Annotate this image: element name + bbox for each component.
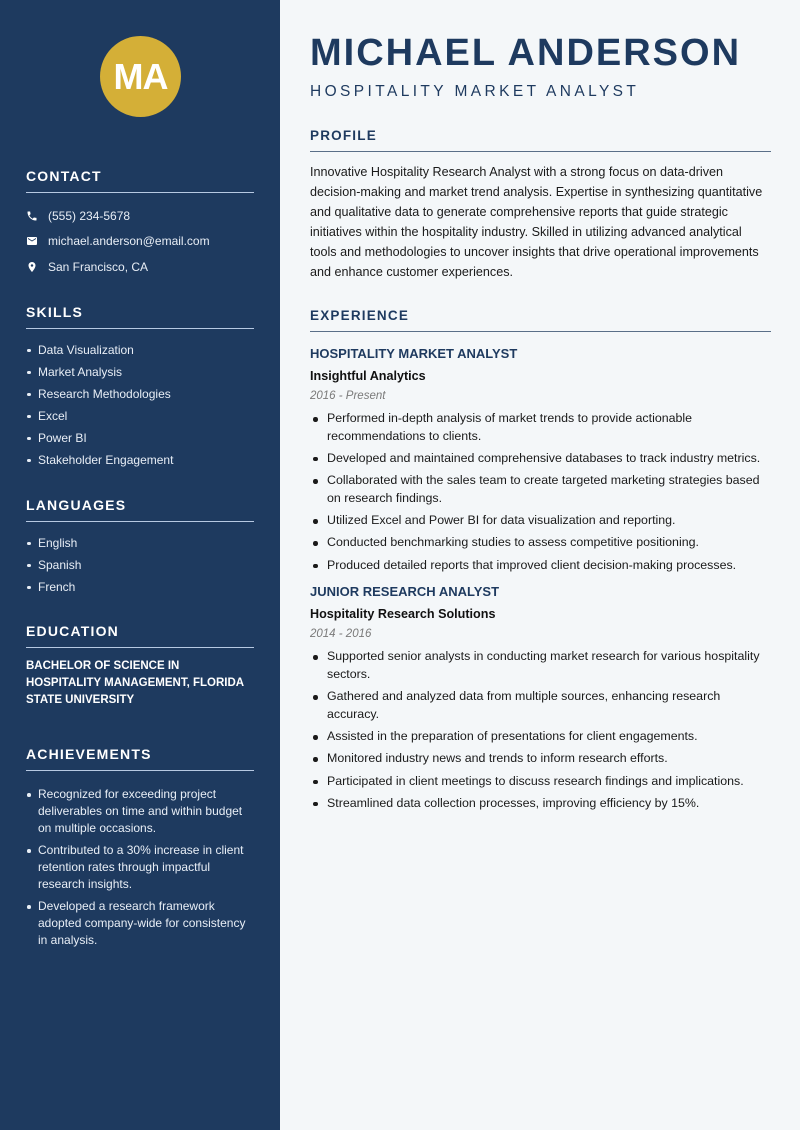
contact-email bbox=[26, 229, 254, 255]
achievement-item: Contributed to a 30% increase in client retention rates through impactful research insights. bbox=[26, 842, 254, 893]
contact-email-text[interactable]: michael.anderson@email.com bbox=[48, 234, 210, 249]
job-bullet: Produced detailed reports that improved client decision-making processes. bbox=[310, 557, 771, 575]
skill-item: Stakeholder Engagement bbox=[26, 449, 254, 471]
job-bullet: Collaborated with the sales team to create targeted marketing strategies based on research findings. bbox=[310, 472, 771, 508]
job-entry bbox=[310, 346, 771, 574]
job-bullet: Participated in client meetings to discuss research findings and implications. bbox=[310, 773, 771, 791]
job-bullet: Utilized Excel and Power BI for data visualization and reporting. bbox=[310, 512, 771, 530]
education-degree: BACHELOR OF SCIENCE IN HOSPITALITY MANAGEMENT, FLORIDA STATE UNIVERSITY bbox=[26, 660, 244, 706]
job-company: Hospitality Research Solutions bbox=[310, 607, 496, 622]
job-bullet: Streamlined data collection processes, improving efficiency by 15%. bbox=[310, 795, 771, 813]
job-dates: 2014 - 2016 bbox=[310, 628, 372, 641]
job-bullet: Developed and maintained comprehensive databases to track industry metrics. bbox=[310, 450, 771, 468]
achievements-heading: ACHIEVEMENTS bbox=[26, 746, 254, 771]
languages-list bbox=[26, 532, 254, 598]
location-pin-icon bbox=[26, 261, 38, 273]
profile-summary: Innovative Hospitality Research Analyst with a strong focus on data-driven decision-making and market trend analysis. Expertise in synthesizing quantitative and qualitative data to generate comprehensive reports that guide strategic initiatives within the hospitality industry. Skilled in utilizing advanced analytical tools and methodologies to uncover insights that drive operational improvements and enhance customer experiences. bbox=[310, 165, 763, 279]
job-bullet: Monitored industry news and trends to inform research efforts. bbox=[310, 750, 771, 768]
skill-item: Market Analysis bbox=[26, 361, 254, 383]
language-item: French bbox=[26, 576, 254, 598]
candidate-name: MICHAEL ANDERSON bbox=[310, 32, 742, 74]
contact-location-text: San Francisco, CA bbox=[48, 259, 149, 274]
skill-item: Research Methodologies bbox=[26, 383, 254, 405]
job-dates: 2016 - Present bbox=[310, 390, 386, 402]
phone-icon bbox=[26, 210, 38, 222]
skills-list bbox=[26, 339, 254, 471]
contact-heading: CONTACT bbox=[26, 168, 254, 193]
job-bullet: Supported senior analysts in conducting market research for various hospitality sectors. bbox=[310, 648, 771, 684]
achievement-item: Recognized for exceeding project deliverables on time and within budget on multiple occasions. bbox=[26, 786, 254, 837]
skill-item: Power BI bbox=[26, 427, 254, 449]
skills-section bbox=[26, 304, 254, 471]
job-title: HOSPITALITY MARKET ANALYST bbox=[310, 346, 518, 361]
achievements-section bbox=[26, 746, 254, 954]
skill-item: Data Visualization bbox=[26, 339, 254, 361]
contact-list bbox=[26, 203, 254, 280]
experience-section bbox=[310, 308, 771, 817]
skills-heading: SKILLS bbox=[26, 304, 254, 329]
contact-phone bbox=[26, 203, 254, 229]
job-bullets bbox=[310, 648, 771, 812]
candidate-title: HOSPITALITY MARKET ANALYST bbox=[310, 83, 640, 100]
language-item: English bbox=[26, 532, 254, 554]
achievements-list bbox=[26, 786, 254, 949]
job-bullet: Gathered and analyzed data from multiple sources, enhancing research accuracy. bbox=[310, 688, 771, 724]
job-company: Insightful Analytics bbox=[310, 369, 426, 383]
email-icon bbox=[26, 235, 38, 247]
skill-item: Excel bbox=[26, 405, 254, 427]
job-bullet: Performed in-depth analysis of market trends to provide actionable recommendations to clients. bbox=[310, 410, 771, 446]
profile-section bbox=[310, 128, 771, 282]
sidebar bbox=[0, 0, 280, 1130]
language-item: Spanish bbox=[26, 554, 254, 576]
job-bullet: Conducted benchmarking studies to assess competitive positioning. bbox=[310, 534, 771, 552]
job-bullet: Assisted in the preparation of presentations for client engagements. bbox=[310, 728, 771, 746]
job-entry bbox=[310, 584, 771, 812]
contact-phone-text: (555) 234-5678 bbox=[48, 208, 131, 223]
languages-heading: LANGUAGES bbox=[26, 497, 254, 522]
contact-section bbox=[26, 168, 254, 280]
avatar bbox=[100, 36, 181, 117]
contact-location bbox=[26, 254, 254, 280]
job-bullets bbox=[310, 410, 771, 574]
education-section bbox=[26, 623, 254, 709]
avatar-initials: MA bbox=[113, 55, 168, 97]
profile-heading: PROFILE bbox=[310, 128, 771, 152]
languages-section bbox=[26, 497, 254, 598]
achievement-item: Developed a research framework adopted company-wide for consistency in analysis. bbox=[26, 898, 254, 949]
education-heading: EDUCATION bbox=[26, 623, 254, 648]
experience-heading: EXPERIENCE bbox=[310, 308, 771, 332]
job-title: JUNIOR RESEARCH ANALYST bbox=[310, 584, 500, 600]
